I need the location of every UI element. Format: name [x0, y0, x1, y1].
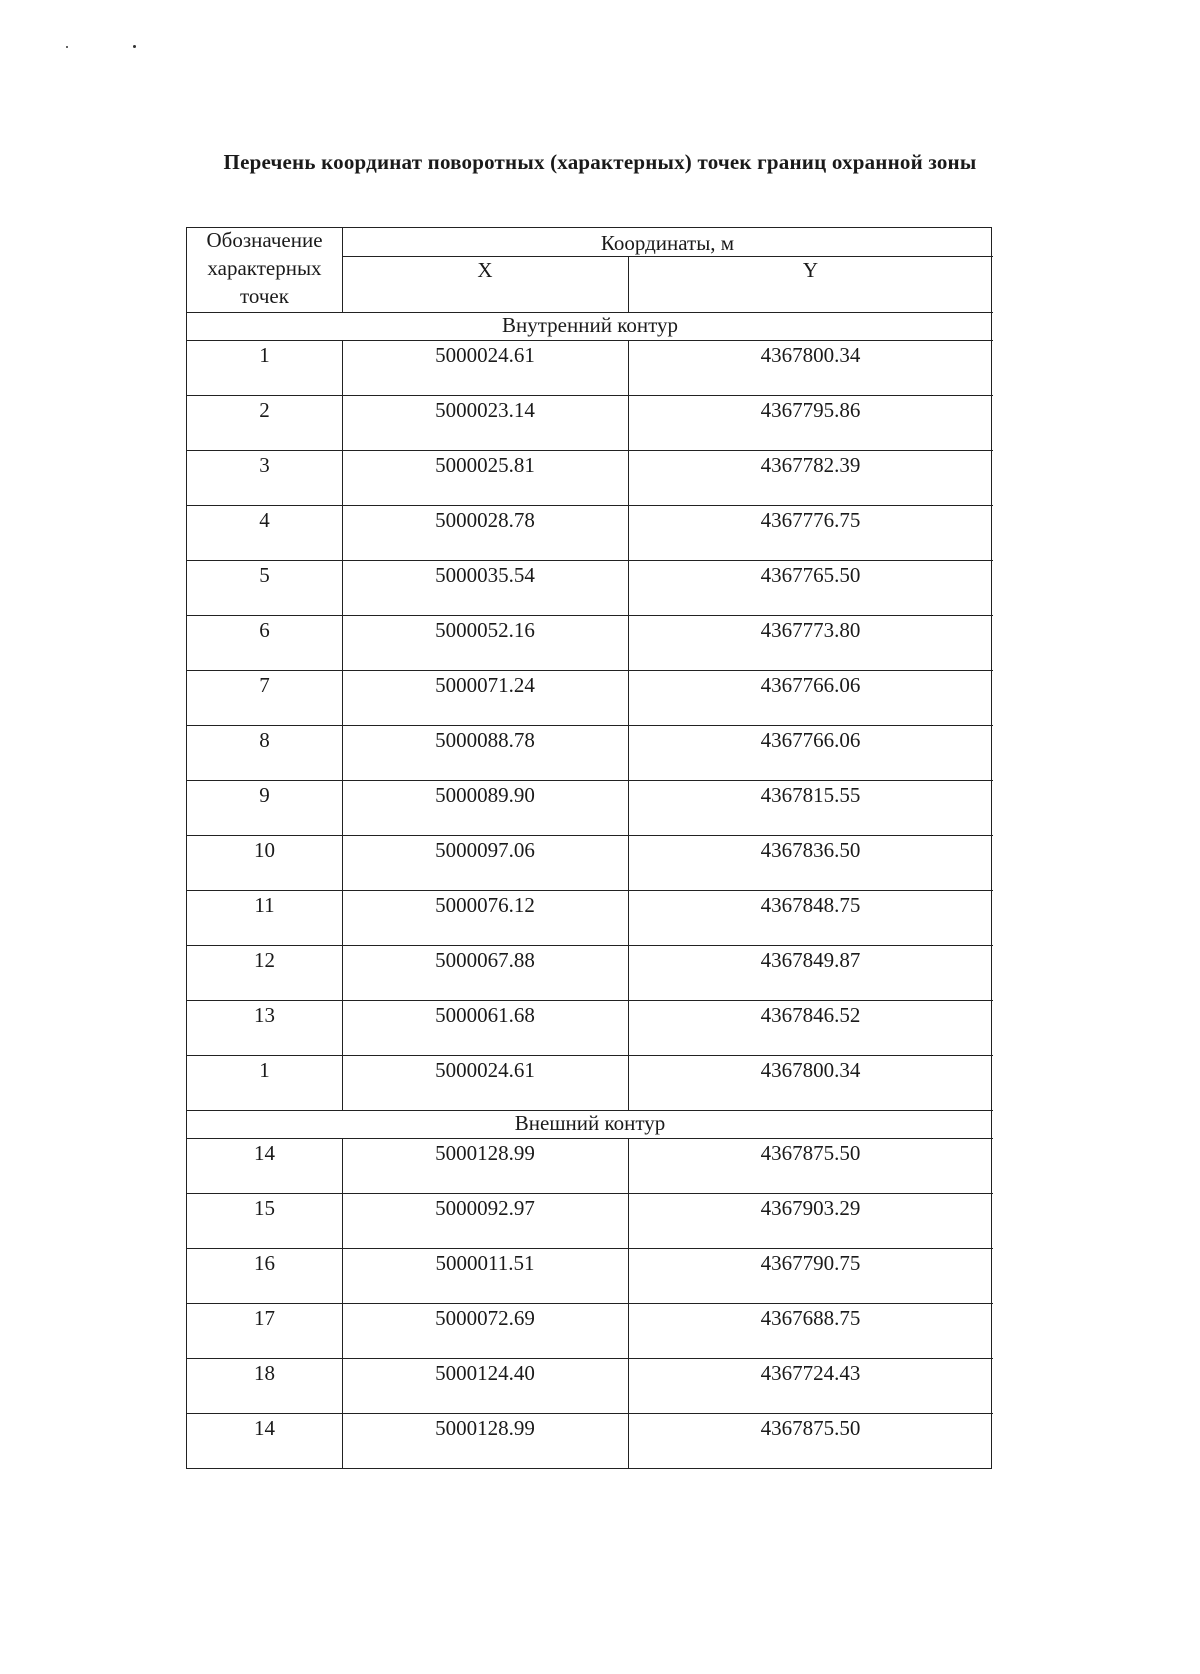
- y-coordinate-cell: 4367688.75: [760, 1306, 861, 1330]
- x-coordinate-cell: 5000089.90: [435, 783, 535, 807]
- x-coordinate-cell: 5000071.24: [435, 673, 535, 697]
- x-coordinate-cell: 5000092.97: [435, 1196, 535, 1220]
- column-divider: [628, 670, 629, 725]
- x-coordinate-cell: 5000128.99: [435, 1416, 535, 1440]
- column-divider: [342, 670, 343, 725]
- point-cell: 14: [254, 1141, 275, 1165]
- point-cell: 17: [254, 1306, 275, 1330]
- column-divider: [628, 780, 629, 835]
- y-coordinate-cell: 4367782.39: [760, 453, 861, 477]
- point-cell: 3: [259, 453, 270, 477]
- point-cell: 2: [259, 398, 270, 422]
- column-divider: [628, 1303, 629, 1358]
- scan-speck: [66, 46, 68, 48]
- page-title: Перечень координат поворотных (характерных) точек границ охранной зоны: [223, 150, 977, 174]
- table-row: [187, 890, 993, 945]
- y-coordinate-cell: 4367724.43: [760, 1361, 861, 1385]
- table-row: [187, 1138, 993, 1193]
- section-title: Внутренний контур: [502, 313, 678, 337]
- x-coordinate-cell: 5000067.88: [435, 948, 535, 972]
- column-divider: [628, 1358, 629, 1413]
- x-coordinate-cell: 5000088.78: [435, 728, 535, 752]
- x-coordinate-cell: 5000011.51: [435, 1251, 535, 1275]
- point-cell: 10: [254, 838, 275, 862]
- point-cell: 13: [254, 1003, 275, 1027]
- point-cell: 4: [259, 508, 270, 532]
- column-divider: [342, 780, 343, 835]
- table-row: [187, 505, 993, 560]
- y-coordinate-cell: 4367773.80: [760, 618, 861, 642]
- table-row: [187, 670, 993, 725]
- point-cell: 11: [254, 893, 275, 917]
- x-coordinate-cell: 5000024.61: [435, 343, 535, 367]
- scan-speck: [133, 45, 136, 48]
- column-divider: [342, 1413, 343, 1468]
- column-divider: [628, 835, 629, 890]
- column-divider: [628, 395, 629, 450]
- x-coordinate-cell: 5000052.16: [435, 618, 535, 642]
- column-divider: [628, 505, 629, 560]
- table-row: [187, 1303, 993, 1358]
- y-coordinate-cell: 4367903.29: [760, 1196, 861, 1220]
- header-point-label-line2: характерных: [207, 256, 322, 280]
- y-coordinate-cell: 4367766.06: [760, 728, 861, 752]
- coordinates-table: [186, 227, 992, 1469]
- column-divider: [628, 945, 629, 1000]
- column-divider: [628, 450, 629, 505]
- x-coordinate-cell: 5000128.99: [435, 1141, 535, 1165]
- y-coordinate-cell: 4367765.50: [760, 563, 861, 587]
- table-row: [187, 450, 993, 505]
- header-point-label-line3: точек: [240, 284, 289, 308]
- column-divider: [342, 890, 343, 945]
- column-divider: [342, 450, 343, 505]
- table-row: [187, 395, 993, 450]
- column-divider: [342, 1358, 343, 1413]
- column-divider: [342, 615, 343, 670]
- table-row: [187, 1413, 993, 1468]
- x-coordinate-cell: 5000097.06: [435, 838, 535, 862]
- column-divider: [342, 340, 343, 395]
- table-row: [187, 1193, 993, 1248]
- point-cell: 14: [254, 1416, 275, 1440]
- y-coordinate-cell: 4367875.50: [760, 1141, 861, 1165]
- point-cell: 1: [259, 343, 270, 367]
- point-cell: 1: [259, 1058, 270, 1082]
- header-x-label: X: [477, 258, 493, 282]
- y-coordinate-cell: 4367846.52: [760, 1003, 861, 1027]
- y-coordinate-cell: 4367836.50: [760, 838, 861, 862]
- column-divider: [342, 1303, 343, 1358]
- column-divider: [628, 725, 629, 780]
- column-divider: [342, 945, 343, 1000]
- header-col-divider-2: [628, 256, 629, 312]
- table-row: [187, 1248, 993, 1303]
- y-coordinate-cell: 4367875.50: [760, 1416, 861, 1440]
- y-coordinate-cell: 4367800.34: [760, 343, 861, 367]
- table-row: [187, 340, 993, 395]
- column-divider: [628, 1138, 629, 1193]
- table-row: [187, 780, 993, 835]
- column-divider: [342, 1138, 343, 1193]
- header-y-label: Y: [802, 258, 819, 282]
- column-divider: [342, 725, 343, 780]
- point-cell: 12: [254, 948, 275, 972]
- point-cell: 8: [259, 728, 270, 752]
- y-coordinate-cell: 4367849.87: [760, 948, 861, 972]
- column-divider: [628, 1413, 629, 1468]
- header-col-divider-1: [342, 228, 343, 312]
- x-coordinate-cell: 5000035.54: [435, 563, 535, 587]
- y-coordinate-cell: 4367776.75: [760, 508, 861, 532]
- header-divider: [342, 256, 993, 257]
- x-coordinate-cell: 5000076.12: [435, 893, 535, 917]
- table-row: [187, 945, 993, 1000]
- column-divider: [342, 835, 343, 890]
- x-coordinate-cell: 5000023.14: [435, 398, 535, 422]
- table-row: [187, 560, 993, 615]
- x-coordinate-cell: 5000028.78: [435, 508, 535, 532]
- header-point-label-line1: Обозначение: [206, 228, 323, 252]
- point-cell: 18: [254, 1361, 275, 1385]
- section-title: Внешний контур: [514, 1111, 666, 1135]
- table-row: [187, 725, 993, 780]
- y-coordinate-cell: 4367795.86: [760, 398, 861, 422]
- table-row: [187, 1358, 993, 1413]
- y-coordinate-cell: 4367800.34: [760, 1058, 861, 1082]
- point-cell: 7: [259, 673, 270, 697]
- column-divider: [628, 615, 629, 670]
- point-cell: 15: [254, 1196, 275, 1220]
- y-coordinate-cell: 4367766.06: [760, 673, 861, 697]
- column-divider: [342, 560, 343, 615]
- column-divider: [342, 1248, 343, 1303]
- x-coordinate-cell: 5000061.68: [435, 1003, 535, 1027]
- x-coordinate-cell: 5000124.40: [435, 1361, 535, 1385]
- y-coordinate-cell: 4367815.55: [760, 783, 861, 807]
- column-divider: [628, 1248, 629, 1303]
- x-coordinate-cell: 5000025.81: [435, 453, 535, 477]
- point-cell: 16: [254, 1251, 275, 1275]
- column-divider: [628, 1055, 629, 1110]
- column-divider: [342, 395, 343, 450]
- column-divider: [628, 1000, 629, 1055]
- column-divider: [342, 1055, 343, 1110]
- column-divider: [342, 1000, 343, 1055]
- column-divider: [628, 560, 629, 615]
- column-divider: [628, 1193, 629, 1248]
- point-cell: 9: [259, 783, 270, 807]
- column-divider: [628, 340, 629, 395]
- column-divider: [342, 1193, 343, 1248]
- column-divider: [342, 505, 343, 560]
- x-coordinate-cell: 5000072.69: [435, 1306, 535, 1330]
- point-cell: 6: [259, 618, 270, 642]
- table-row: [187, 1000, 993, 1055]
- y-coordinate-cell: 4367848.75: [760, 893, 861, 917]
- column-divider: [628, 890, 629, 945]
- table-row: [187, 615, 993, 670]
- y-coordinate-cell: 4367790.75: [760, 1251, 861, 1275]
- table-row: [187, 835, 993, 890]
- header-coords-label: Координаты, м: [600, 231, 735, 255]
- x-coordinate-cell: 5000024.61: [435, 1058, 535, 1082]
- table-row: [187, 1055, 993, 1110]
- point-cell: 5: [259, 563, 270, 587]
